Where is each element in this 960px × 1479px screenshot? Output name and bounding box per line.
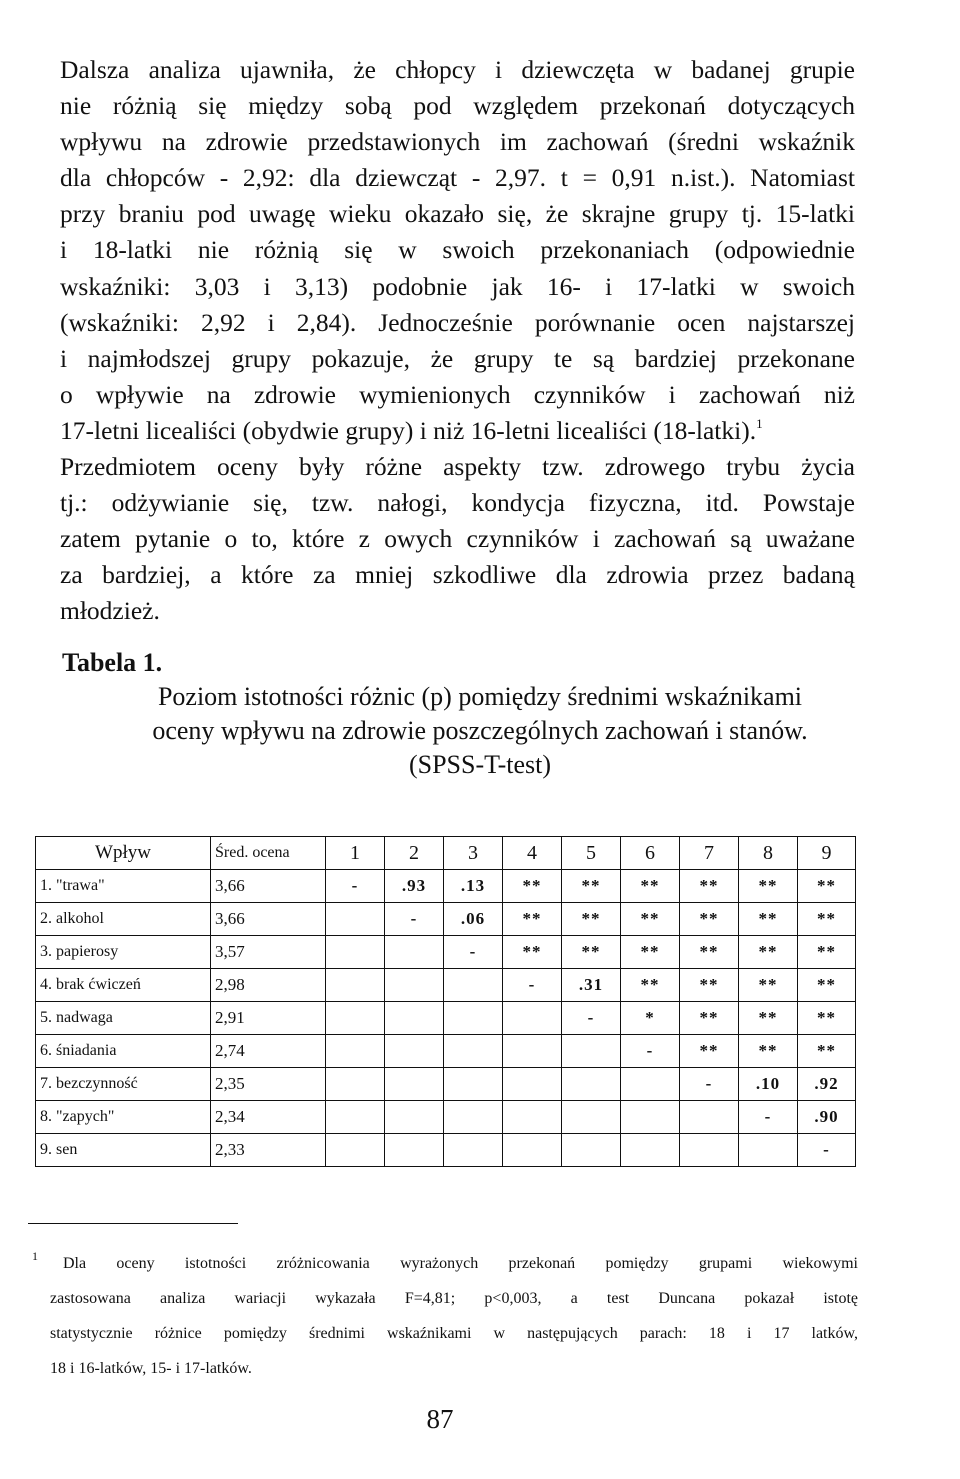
table-body (36, 870, 856, 1167)
significance-cell (385, 1002, 444, 1035)
significance-cell (326, 936, 385, 969)
body-line: (wskaźniki: 2,92 i 2,84). Jednocześnie porównanie ocen najstarszej (60, 307, 855, 337)
significance-cell (444, 1068, 503, 1101)
header-col-6: 6 (621, 837, 680, 870)
significance-cell: - (621, 1035, 680, 1068)
table-row (36, 969, 856, 1002)
significance-cell (503, 1101, 562, 1134)
header-col-5: 5 (562, 837, 621, 870)
significance-cell: .92 (798, 1068, 856, 1101)
body-line: wskaźniki: 3,03 i 3,13) podobnie jak 16- i 17-latki w swoich (60, 271, 855, 301)
significance-cell: - (385, 903, 444, 936)
significance-cell (562, 1035, 621, 1068)
significance-cell (326, 903, 385, 936)
significance-cell: ** (739, 1035, 798, 1068)
significance-cell: ** (680, 903, 739, 936)
significance-cell (444, 1134, 503, 1167)
significance-cell: ** (503, 870, 562, 903)
significance-cell (503, 1002, 562, 1035)
footnote-reference[interactable]: 1 (756, 415, 763, 431)
significance-cell (503, 1035, 562, 1068)
significance-cell (739, 1134, 798, 1167)
header-mean-score: Śred. ocena (211, 837, 326, 870)
significance-cell: ** (621, 870, 680, 903)
body-line: przy braniu pod uwagę wieku okazało się, że skrajne grupy tj. 15-latki (60, 199, 855, 229)
significance-cell: - (503, 969, 562, 1002)
significance-cell (562, 1134, 621, 1167)
row-mean-score: 2,98 (211, 969, 326, 1002)
significance-cell: .31 (562, 969, 621, 1002)
body-line: wpływu na zdrowie przedstawionych im zachowań (średni wskaźnik (60, 127, 855, 157)
significance-cell (326, 1002, 385, 1035)
body-line: Przedmiotem oceny były różne aspekty tzw. zdrowego trybu życia (60, 452, 855, 482)
significance-table (35, 836, 856, 1167)
significance-cell: .90 (798, 1101, 856, 1134)
significance-cell: ** (739, 969, 798, 1002)
body-line: dla chłopców - 2,92: dla dziewcząt - 2,97. t = 0,91 n.ist.). Natomiast (60, 163, 855, 193)
row-mean-score: 2,74 (211, 1035, 326, 1068)
significance-cell: ** (739, 1002, 798, 1035)
body-paragraph (60, 52, 855, 630)
header-col-7: 7 (680, 837, 739, 870)
table-row (36, 1134, 856, 1167)
significance-cell (326, 1068, 385, 1101)
row-label: 2. alkohol (36, 903, 211, 936)
significance-cell: - (739, 1101, 798, 1134)
significance-cell: ** (621, 969, 680, 1002)
footnote-separator (28, 1223, 238, 1224)
significance-cell (385, 936, 444, 969)
significance-cell (385, 1035, 444, 1068)
significance-cell (621, 1134, 680, 1167)
header-col-1: 1 (326, 837, 385, 870)
footnote (28, 1246, 858, 1386)
significance-cell: ** (680, 870, 739, 903)
body-line-text: 17-letni licealiści (obydwie grupy) i niż 16-letni licealiści (18-latki). (60, 415, 757, 445)
significance-cell: - (680, 1068, 739, 1101)
row-mean-score: 3,66 (211, 870, 326, 903)
table-row (36, 1035, 856, 1068)
row-label: 4. brak ćwiczeń (36, 969, 211, 1002)
body-line (60, 413, 855, 449)
significance-cell: ** (739, 870, 798, 903)
header-col-3: 3 (444, 837, 503, 870)
table-label: Tabela 1. (62, 648, 163, 677)
significance-cell (385, 1068, 444, 1101)
table-row (36, 1101, 856, 1134)
significance-cell: .10 (739, 1068, 798, 1101)
body-line: o wpływie na zdrowie wymienionych czynników i zachowań niż (60, 379, 855, 409)
body-line: młodzież. (60, 596, 160, 626)
significance-cell (385, 1134, 444, 1167)
significance-cell: ** (739, 903, 798, 936)
significance-cell: - (798, 1134, 856, 1167)
row-label: 1. "trawa" (36, 870, 211, 903)
significance-cell (562, 1068, 621, 1101)
significance-cell: ** (680, 1035, 739, 1068)
significance-cell: ** (739, 936, 798, 969)
row-mean-score: 3,57 (211, 936, 326, 969)
significance-cell (385, 1101, 444, 1134)
row-mean-score: 3,66 (211, 903, 326, 936)
significance-cell (621, 1068, 680, 1101)
row-label: 7. bezczynność (36, 1068, 211, 1101)
significance-cell: ** (562, 936, 621, 969)
significance-cell: .06 (444, 903, 503, 936)
significance-cell (326, 1134, 385, 1167)
significance-cell: ** (503, 936, 562, 969)
significance-cell: ** (562, 903, 621, 936)
table-row (36, 1002, 856, 1035)
significance-cell (680, 1134, 739, 1167)
row-label: 5. nadwaga (36, 1002, 211, 1035)
significance-cell: - (444, 936, 503, 969)
row-mean-score: 2,35 (211, 1068, 326, 1101)
footnote-line: statystycznie różnice pomiędzy średnimi wskaźnikami w następujących parach: 18 i 17 latków, (50, 1325, 858, 1342)
significance-cell: ** (680, 1002, 739, 1035)
row-mean-score: 2,33 (211, 1134, 326, 1167)
body-line: zatem pytanie o to, które z owych czynników i zachowań są uważane (60, 524, 855, 554)
significance-cell (326, 1101, 385, 1134)
significance-cell: ** (503, 903, 562, 936)
table-row (36, 870, 856, 903)
body-line: Dalsza analiza ujawniła, że chłopcy i dziewczęta w badanej grupie (60, 55, 855, 84)
footnote-line: 18 i 16-latków, 15- i 17-latków. (50, 1360, 252, 1377)
significance-cell (444, 1035, 503, 1068)
significance-cell (326, 1035, 385, 1068)
significance-cell: ** (680, 969, 739, 1002)
body-line: nie różnią się między sobą pod względem przekonań dotyczących (60, 91, 855, 121)
significance-cell: ** (621, 903, 680, 936)
table-row (36, 936, 856, 969)
table-header-row (36, 837, 856, 870)
significance-cell: ** (562, 870, 621, 903)
significance-cell: ** (798, 1035, 856, 1068)
table-title-line: (SPSS-T-test) (408, 750, 552, 779)
row-mean-score: 2,34 (211, 1101, 326, 1134)
significance-cell: ** (621, 936, 680, 969)
significance-cell: ** (798, 870, 856, 903)
significance-cell (503, 1068, 562, 1101)
row-label: 3. papierosy (36, 936, 211, 969)
significance-cell: ** (798, 936, 856, 969)
row-label: 8. "zapych" (36, 1101, 211, 1134)
significance-cell: * (621, 1002, 680, 1035)
significance-cell: .13 (444, 870, 503, 903)
significance-cell: ** (798, 969, 856, 1002)
body-line: i 18-latki nie różnią się w swoich przekonaniach (odpowiednie (60, 235, 855, 265)
header-col-8: 8 (739, 837, 798, 870)
footnote-line: Dla oceny istotności zróżnicowania wyrażonych przekonań pomiędzy grupami wiekowymi (63, 1255, 858, 1272)
header-col-2: 2 (385, 837, 444, 870)
significance-cell (385, 969, 444, 1002)
significance-cell (444, 969, 503, 1002)
significance-cell: ** (798, 903, 856, 936)
footnote-mark: 1 (32, 1249, 38, 1263)
significance-cell (444, 1101, 503, 1134)
significance-cell: - (562, 1002, 621, 1035)
row-label: 9. sen (36, 1134, 211, 1167)
row-label: 6. śniadania (36, 1035, 211, 1068)
page-number: 87 (426, 1404, 454, 1434)
body-line: za bardziej, a które za mniej szkodliwe dla zdrowia przez badaną (60, 560, 855, 590)
significance-cell (503, 1134, 562, 1167)
footnote-line: zastosowana analiza wariacji wykazała F=4,81; p<0,003, a test Duncana pokazał istotę (50, 1290, 858, 1307)
significance-cell: .93 (385, 870, 444, 903)
row-mean-score: 2,91 (211, 1002, 326, 1035)
table-title-line: oceny wpływu na zdrowie poszczególnych zachowań i stanów. (152, 716, 808, 745)
body-line: i najmłodszej grupy pokazuje, że grupy te są bardziej przekonane (60, 343, 855, 373)
header-effect: Wpływ (36, 837, 211, 870)
significance-cell: ** (798, 1002, 856, 1035)
significance-cell (562, 1101, 621, 1134)
significance-cell: ** (680, 936, 739, 969)
significance-cell (444, 1002, 503, 1035)
body-line: tj.: odżywianie się, tzw. nałogi, kondycja fizyczna, itd. Powstaje (60, 488, 855, 518)
significance-cell: - (326, 870, 385, 903)
header-col-4: 4 (503, 837, 562, 870)
table-row (36, 903, 856, 936)
table-title-line: Poziom istotności różnic (p) pomiędzy średnimi wskaźnikami (157, 682, 803, 711)
significance-cell (680, 1101, 739, 1134)
table-row (36, 1068, 856, 1101)
header-col-9: 9 (798, 837, 856, 870)
significance-cell (326, 969, 385, 1002)
significance-cell (621, 1101, 680, 1134)
table-title (40, 680, 920, 782)
